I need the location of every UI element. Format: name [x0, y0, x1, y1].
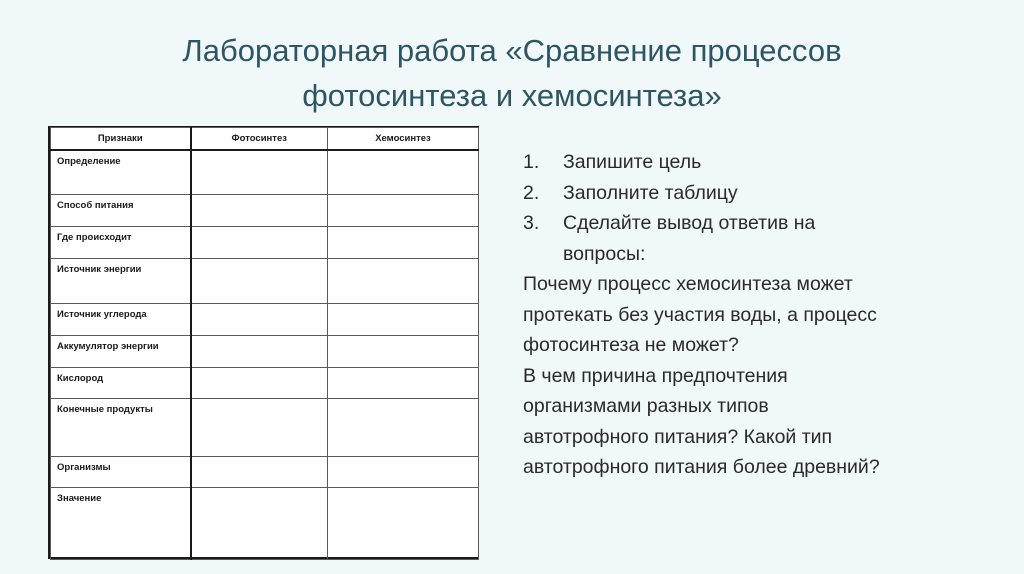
list-item [523, 147, 933, 178]
cell-chemosynthesis[interactable] [328, 227, 479, 259]
item-text: Запишите цель [563, 151, 702, 173]
cell-photosynthesis[interactable] [191, 488, 328, 560]
table-row [51, 227, 479, 259]
table-row [51, 336, 479, 368]
cell-chemosynthesis[interactable] [328, 150, 479, 195]
item-text: Заполните таблицу [563, 181, 738, 204]
cell-photosynthesis[interactable] [191, 150, 328, 195]
task-list [523, 147, 933, 483]
header-features: Признаки [51, 128, 191, 150]
cell-photosynthesis[interactable] [191, 399, 328, 457]
cell-chemosynthesis[interactable] [328, 259, 479, 304]
cell-chemosynthesis[interactable] [328, 195, 479, 227]
list-item [523, 178, 933, 209]
cell-photosynthesis[interactable] [191, 336, 328, 368]
comparison-table [48, 126, 479, 559]
question-2: В чем причина предпочтения организмами разных типов автотрофного питания? Какой тип автотрофного питания более древний? [523, 364, 880, 478]
row-label-energy-storage: Аккумулятор энергии [51, 336, 191, 368]
cell-chemosynthesis[interactable] [328, 336, 479, 368]
table-row [51, 150, 479, 195]
row-label-oxygen: Кислород [51, 368, 191, 399]
row-label-carbon-source: Источник углерода [51, 304, 191, 336]
table-row [51, 399, 479, 457]
row-label-organisms: Организмы [51, 457, 191, 488]
table-row [51, 259, 479, 304]
item-text: Сделайте вывод ответив на вопросы: [563, 212, 816, 265]
table-header-row [51, 128, 479, 150]
cell-chemosynthesis[interactable] [328, 488, 479, 560]
item-number: 2. [523, 181, 540, 204]
cell-chemosynthesis[interactable] [328, 399, 479, 457]
cell-photosynthesis[interactable] [191, 304, 328, 336]
cell-photosynthesis[interactable] [191, 227, 328, 259]
table-row [51, 457, 479, 488]
slide-title [0, 28, 1024, 118]
question-1: Почему процесс хемосинтеза может протекать без участия воды, а процесс фотосинтеза не может? [523, 273, 877, 356]
table-row [51, 304, 479, 336]
row-label-end-products: Конечные продукты [51, 399, 191, 457]
row-label-nutrition: Способ питания [51, 195, 191, 227]
table-row [51, 488, 479, 560]
cell-photosynthesis[interactable] [191, 195, 328, 227]
header-chemosynthesis: Хемосинтез [328, 128, 479, 150]
header-photosynthesis: Фотосинтез [191, 128, 328, 150]
cell-photosynthesis[interactable] [191, 259, 328, 304]
title-line-2: фотосинтеза и хемосинтеза» [302, 78, 722, 113]
cell-chemosynthesis[interactable] [328, 457, 479, 488]
table-row [51, 368, 479, 399]
title-line-1: Лабораторная работа «Сравнение процессов [182, 33, 842, 68]
item-number: 1. [523, 151, 540, 173]
comparison-table-grid [50, 127, 479, 560]
cell-photosynthesis[interactable] [191, 457, 328, 488]
row-label-significance: Значение [51, 488, 191, 560]
item-number: 3. [523, 212, 540, 234]
table-row [51, 195, 479, 227]
task-items [523, 147, 933, 269]
cell-chemosynthesis[interactable] [328, 304, 479, 336]
cell-photosynthesis[interactable] [191, 368, 328, 399]
row-label-definition: Определение [51, 150, 191, 195]
row-label-energy-source: Источник энергии [51, 259, 191, 304]
cell-chemosynthesis[interactable] [328, 368, 479, 399]
list-item [523, 208, 933, 269]
row-label-location: Где происходит [51, 227, 191, 259]
